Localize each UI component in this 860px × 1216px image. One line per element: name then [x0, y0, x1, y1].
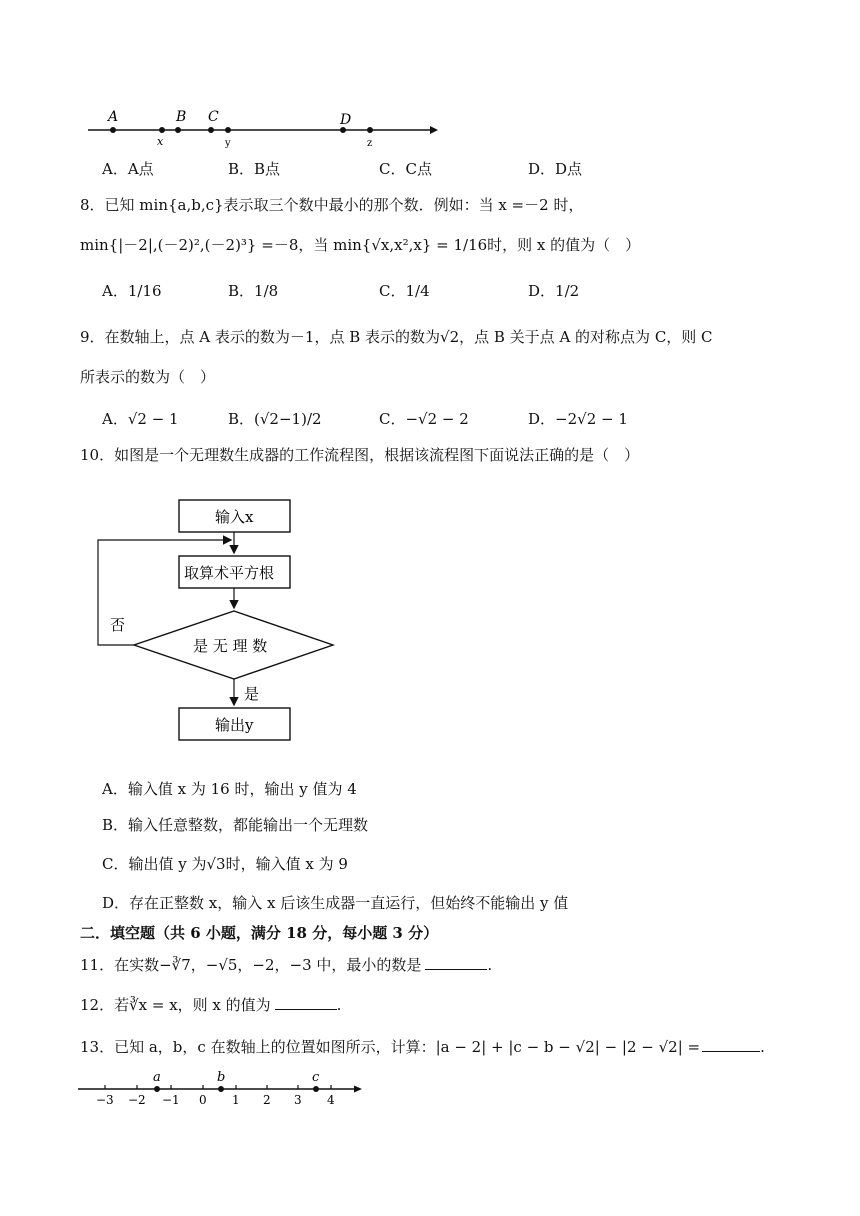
q9-line2: 所表示的数为（ ）: [80, 368, 216, 386]
q12-answer-blank[interactable]: [275, 995, 337, 1010]
q12: 12．若∛x = x，则 x 的值为 .: [80, 996, 342, 1014]
q10-flowchart: [90, 494, 350, 750]
point-label-b: b: [217, 1070, 226, 1085]
q10-option-d: D．存在正整数 x，输入 x 后该生成器一直运行，但始终不能输出 y 值: [102, 894, 569, 912]
tick-label: 1: [232, 1093, 240, 1107]
point-label-b: B: [176, 109, 187, 125]
tick-label: 2: [263, 1093, 271, 1107]
point-label-y: y: [225, 138, 231, 149]
tick-label: −3: [96, 1093, 114, 1107]
q12-text: 12．若∛x = x，则 x 的值为: [80, 996, 271, 1014]
q11-answer-blank[interactable]: [425, 955, 487, 970]
point-label-z: z: [367, 138, 373, 149]
q11-text: 11．在实数−∛7，−√5，−2，−3 中，最小的数是: [80, 956, 422, 974]
q10-option-b: B．输入任意整数，都能输出一个无理数: [102, 816, 369, 834]
section-title: 二．填空题（共 6 小题，满分 18 分，每小题 3 分）: [80, 924, 439, 942]
q10-option-c: C．输出值 y 为√3时，输入值 x 为 9: [102, 855, 348, 873]
tick-label: 4: [327, 1093, 335, 1107]
q9-line1: 9．在数轴上，点 A 表示的数为－1，点 B 表示的数为√2，点 B 关于点 A 的对称点为 C，则 C: [80, 328, 713, 346]
point-label-c: C: [208, 109, 219, 125]
q9-option-a: A．√2 − 1: [102, 410, 179, 428]
q10-option-a: A．输入值 x 为 16 时，输出 y 值为 4: [102, 780, 357, 798]
q13-answer-blank[interactable]: [702, 1037, 760, 1052]
flow-process-label: 取算术平方根: [184, 564, 275, 582]
point-label-d: D: [340, 112, 352, 128]
q8-line1: 8．已知 min{a,b,c}表示取三个数中最小的那个数．例如：当 x =－2 时，: [80, 196, 584, 214]
flow-no-label: 否: [110, 616, 126, 634]
q10-stem: 10．如图是一个无理数生成器的工作流程图，根据该流程图下面说法正确的是（ ）: [80, 446, 640, 464]
tick-label: −2: [128, 1093, 146, 1107]
flow-decision-label: 是 无 理 数: [193, 637, 268, 655]
flow-input-label: 输入x: [215, 508, 254, 526]
q8-option-a: A．1/16: [102, 282, 162, 300]
q7-number-line: [80, 104, 450, 154]
q7-option-b: B．B点: [228, 160, 281, 178]
q9-option-b: B．(√2−1)/2: [228, 410, 322, 428]
q7-option-d: D．D点: [528, 160, 583, 178]
q8-option-d: D．1/2: [528, 282, 580, 300]
q8-option-c: C．1/4: [379, 282, 430, 300]
q8-line2: min{|－2|,(－2)²,(－2)³} =－8，当 min{√x,x²,x} = 1/16时，则 x 的值为（ ）: [80, 236, 641, 254]
q7-option-c: C．C点: [379, 160, 432, 178]
flow-yes-label: 是: [244, 685, 260, 703]
point-c: [313, 1086, 319, 1092]
q13: 13．已知 a，b，c 在数轴上的位置如图所示，计算：|a − 2| + |c − b − √2| − |2 − √2| = .: [80, 1038, 765, 1056]
q13-number-line: [76, 1068, 376, 1110]
point-label-a: a: [153, 1070, 161, 1085]
point-label-x: x: [157, 135, 164, 148]
q11: 11．在实数−∛7，−√5，−2，−3 中，最小的数是 .: [80, 956, 493, 974]
q13-text: 13．已知 a，b，c 在数轴上的位置如图所示，计算：|a − 2| + |c − b − √2| − |2 − √2| =: [80, 1038, 701, 1056]
tick-label: −1: [162, 1093, 180, 1107]
point-b: [218, 1086, 224, 1092]
q8-option-b: B．1/8: [228, 282, 279, 300]
q9-option-c: C．−√2 − 2: [379, 410, 469, 428]
tick-label: 3: [294, 1093, 302, 1107]
q7-option-a: A．A点: [102, 160, 154, 178]
point-label-a: A: [108, 109, 119, 125]
point-a: [154, 1086, 160, 1092]
tick-label: 0: [199, 1093, 207, 1107]
point-label-c: c: [312, 1070, 320, 1085]
q9-option-d: D．−2√2 − 1: [528, 410, 628, 428]
flow-output-label: 输出y: [215, 716, 254, 734]
